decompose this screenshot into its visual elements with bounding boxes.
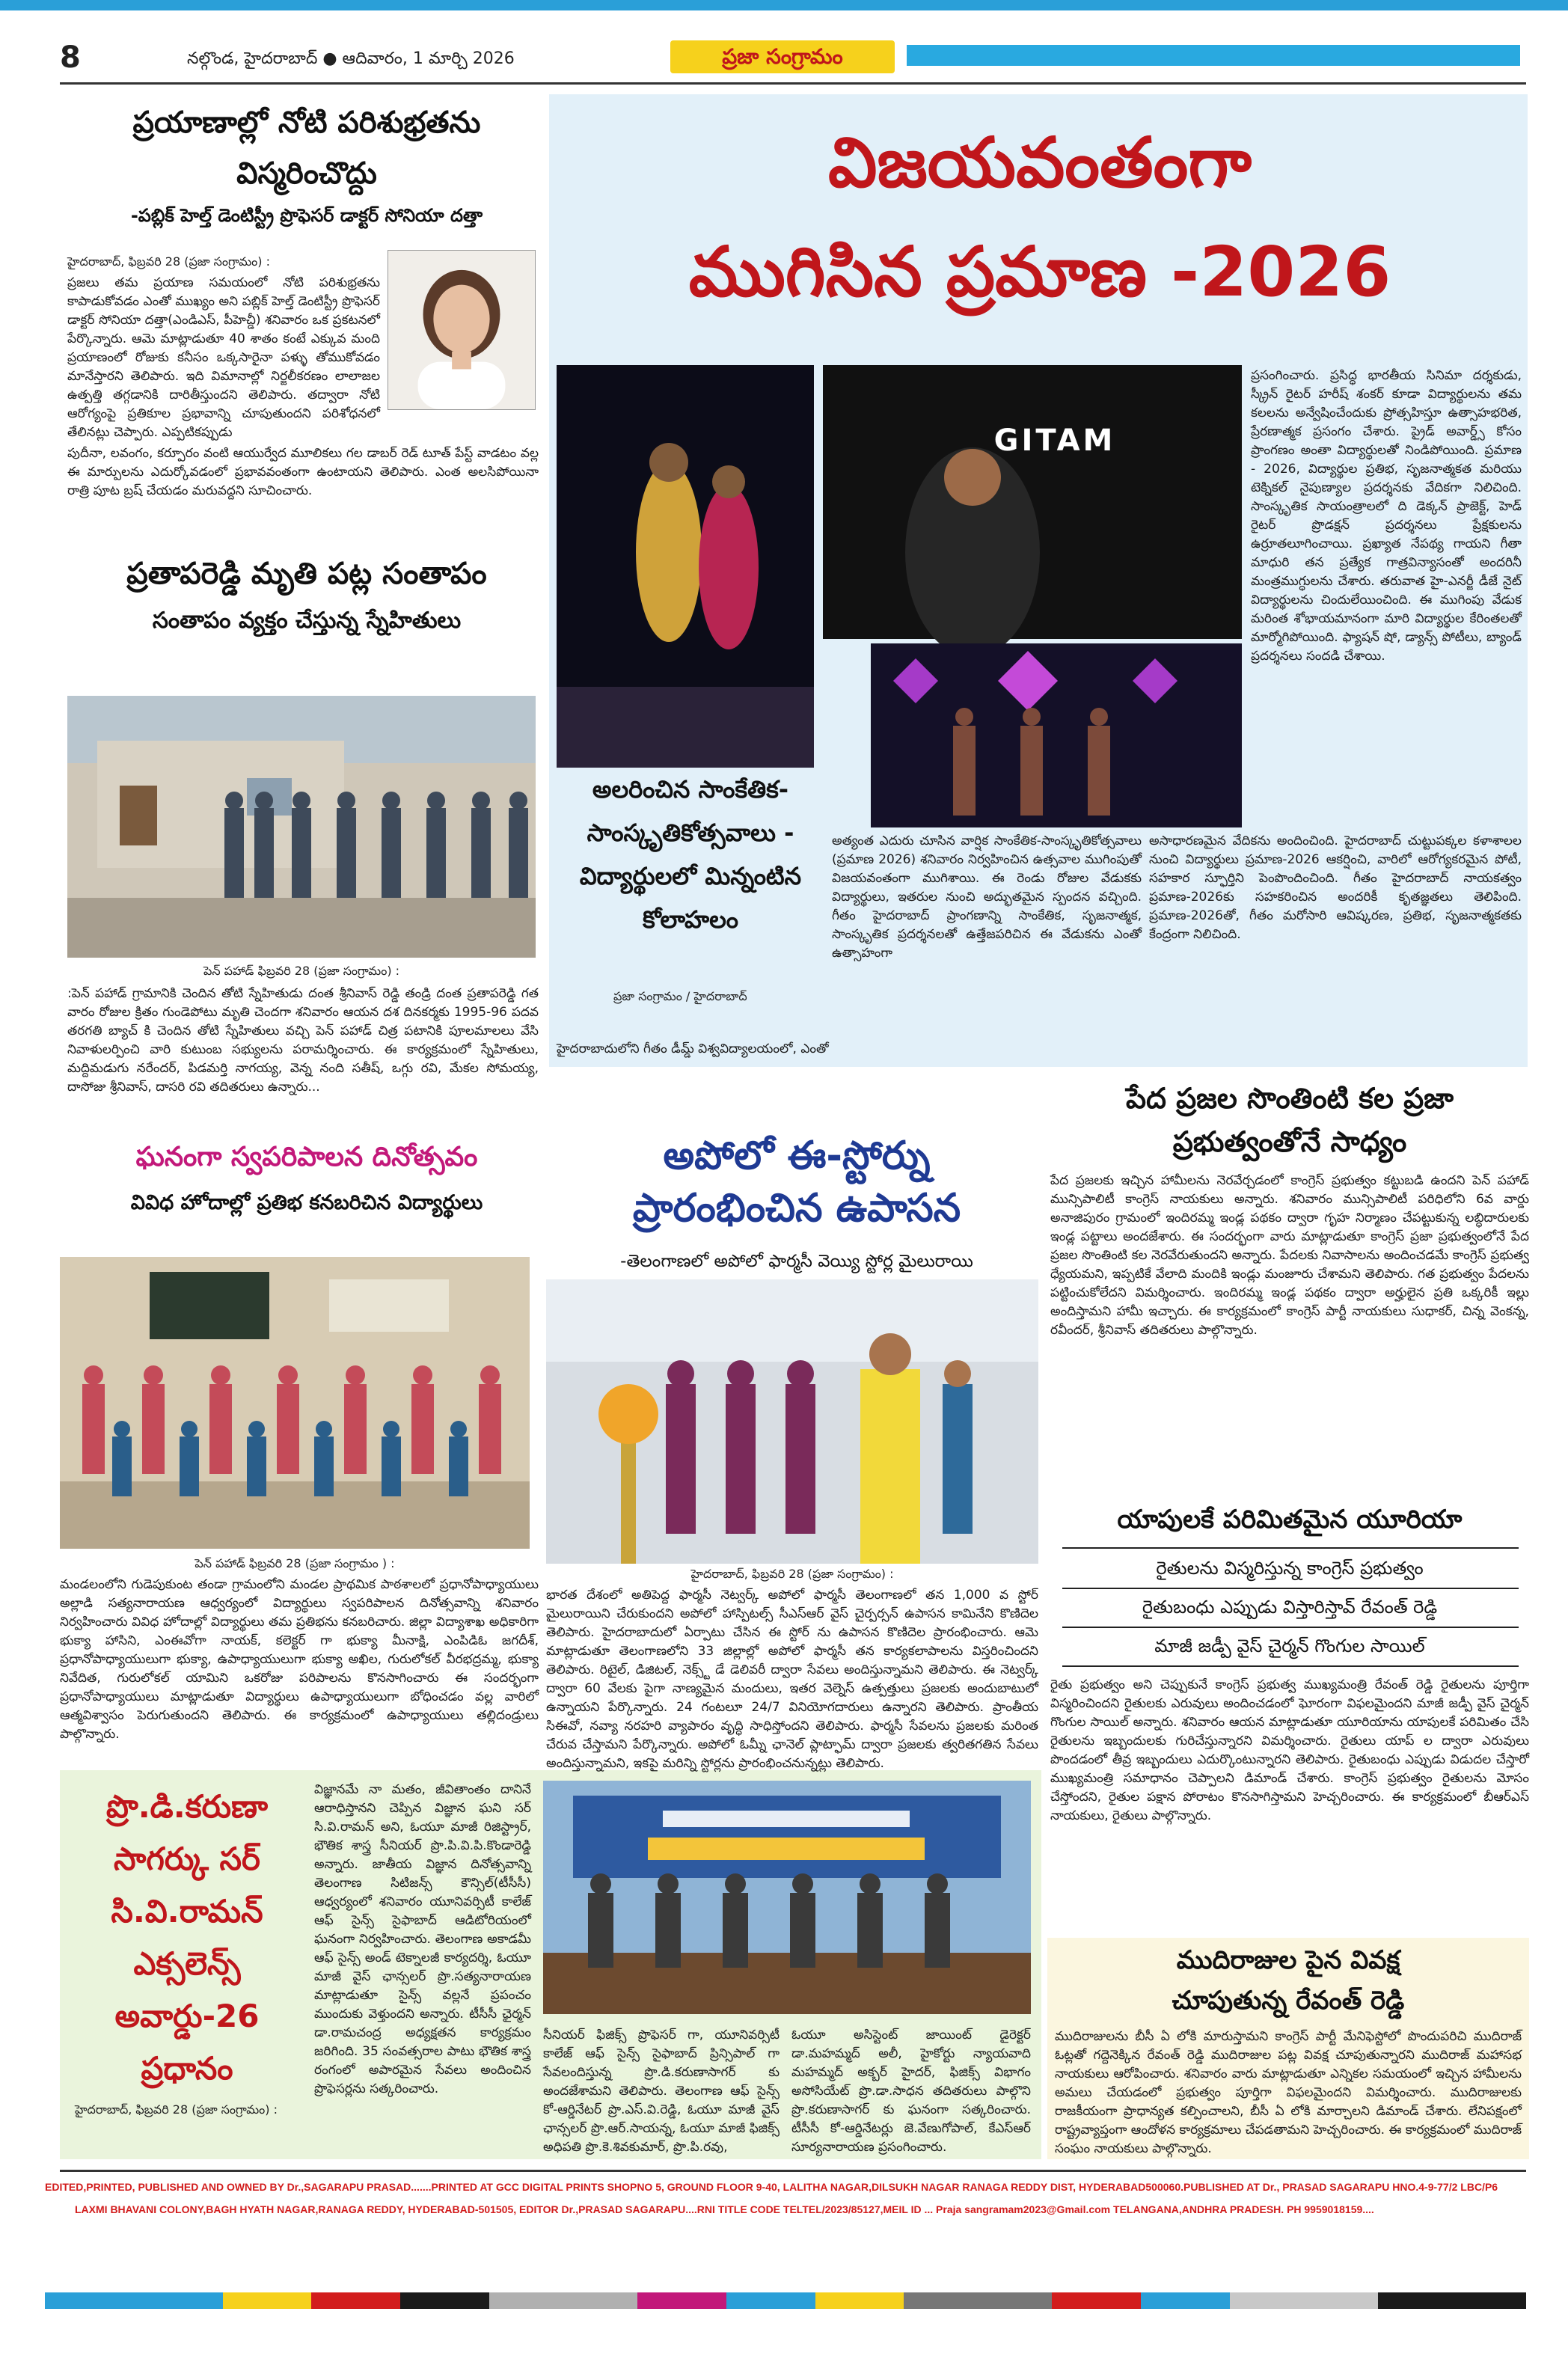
pramana-headline-line2: ముగిసిన ప్రమాణ -2026: [688, 232, 1391, 312]
pramana-body-col-a: అత్యంత ఎదురు చూసిన వార్షిక సాంకేతిక-సాంస్కృతికోత్సవాలు (ప్రమాణ 2026) శనివారం నిర్వహించిన ఉత్సవాల ముగింపుతో విజయవంతంగా ముగిశాయి. ఈ రెండు రోజుల వేడుకకు విద్యార్థులు, ఇతరుల నుంచి అద్భుతమైన స్పందన వచ్చింది. గీతం హైదరాబాద్ ప్రాంగణాన్ని సాంకేతిక, సృజనాత్మక, సాంస్కృతిక ప్రదర్శనలతో ఉత్తేజపరిచిన ఈ వేడుకను ఎంతో ఉత్సాహంగా: [832, 833, 1142, 961]
selfgov-photo-caption: పెన్ పహాడ్ ఫిబ్రవరి 28 (ప్రజా సంగ్రామం ) :: [195, 1556, 395, 1570]
selfgov-students-photo: [60, 1257, 530, 1549]
pramana-body-col-b: అసాధారణమైన వేదికను అందించింది. హైదరాబాద్ చుట్టుపక్కల కళాశాలల నుంచి విద్యార్థులు ప్రమాణ-2026 ఆకర్షించి, వారిలో ఆరోగ్యకరమైన పోటీ, సహకార స్ఫూర్తిని పెంపొందించింది. గీతం హైదరాబాద్ నాయకత్వం ప్రమాణ-2026కు సహకరించిన అందరికీ కృతజ్ఞతలు తెలిపింది. ప్రమాణ-2026తో, గీతం మరోసారి ఆవిష్కరణ, ప్రతిభ, సృజనాత్మకతకు కేంద్రంగా నిలిచింది.: [1149, 833, 1522, 942]
hygiene-dateline: హైదరాబాద్, ఫిబ్రవరి 28 (ప్రజా సంగ్రామం) :: [67, 254, 270, 269]
apollo-headline-line2: ప్రారంభించిన ఉపాసన: [632, 1186, 961, 1231]
mudiraj-headline-line1: ముదిరాజుల పైన వివక్ష: [1176, 1945, 1400, 1975]
pramana-dateline: ప్రజా సంగ్రామం / హైదరాబాద్: [613, 989, 747, 1003]
paper-name: ప్రజా సంగ్రామం: [670, 40, 895, 73]
housing-headline-line2: ప్రభుత్వంతోనే సాధ్యం: [1172, 1125, 1407, 1158]
speaker-gitam-photo: [823, 365, 1242, 639]
dentist-portrait-photo: [388, 250, 536, 410]
masthead: [0, 0, 1568, 75]
housing-body: పేద ప్రజలకు ఇచ్చిన హామీలను నెరవేర్చడంలో కాంగ్రెస్ ప్రభుత్వం కట్టుబడి ఉందని పెన్ పహాడ్ మున్సిపాలిటీ కాంగ్రెస్ నాయకులు అన్నారు. శనివారం మున్సిపాలిటీ పరిధిలోని 6వ వార్డు అనాజిపురం గ్రామంలో ఇందిరమ్మ ఇండ్ల పథకం ద్వారా గృహ నిర్మాణం చేపట్టుకున్న లబ్ధిదారులకు ఇండ్ల పట్టాలు అందజేశారు. ఈ సందర్భంగా వారు మాట్లాడుతూ కాంగ్రెస్ ప్రజా ప్రభుత్వంలోనే పేద ప్రజల సొంతింటి కల నెరవేరుతుందని అన్నారు. పేదలకు నివాసాలను అందించడమే కాంగ్రెస్ ప్రభుత్వ ధ్యేయమని, ఇప్పటికే వేలాది మందికి ఇండ్లు మంజూరు చేశామని తెలిపారు. గత ప్రభుత్వం పేదలను పట్టించుకోలేదని విమర్శించారు. ఇందిరమ్మ ఇండ్ల పథకం ద్వారా అర్హులైన ప్రతి ఒక్కరికీ ఇల్లు అందిస్తామని హామీ ఇచ్చారు. ఈ కార్యక్రమంలో కాంగ్రెస్ పార్టీ నాయకులు సుధాకర్, చిన్న వెంకన్న, రవీందర్, శ్రీనివాస్ తదితరులు పాల్గొన్నారు.: [1050, 1173, 1529, 1338]
pramana-body-intro: హైదరాబాదులోని గీతం డీమ్డ్ విశ్వవిద్యాలయంలో, ఎంతో: [557, 1041, 829, 1056]
pramana-headline-line1: విజయవంతంగా: [828, 123, 1252, 203]
condolence-photo-caption: పెన్ పహాడ్ ఫిబ్రవరి 28 (ప్రజా సంగ్రామం) :: [203, 964, 400, 978]
pramana-subhead: అలరించిన సాంకేతిక-సాంస్కృతికోత్సవాలు - విద్యార్థులలో మిన్నంటిన కోలాహలం: [579, 775, 802, 934]
group-photo-illustration: [67, 696, 536, 958]
condolence-body: :పెన్ పహాడ్ గ్రామానికి చెందిన తోటి స్నేహితుడు దంత శ్రీనివాస్ రెడ్డి తండ్రి దంత ప్రతాపరెడ్డి గత వారం రోజుల క్రితం గుండెపోటు మృతి చెందగా శనివారం ఆయన దశ దినకర్మకు 1995-96 పదవ తరగతి బ్యాచ్ కి చెందిన తోటి స్నేహితులు వచ్చి పెన్ పహాడ్ చిత్ర పటానికి పూలమాలలు వేసి నివాళులర్పించి వారి కుటుంబ సభ్యులను పరామర్శించారు. ఈ కార్యక్రమంలో స్నేహితులు, మద్దిమడుగు నరేందర్, పిడమర్తి నాగయ్య, వెన్న నంది సతీష్, ఒగ్గు రవి, మేకల సోమయ్య, దాసోజు శ్రీనివాస్, దాసరి రవి తదితరులు ఉన్నారు...: [67, 986, 539, 1095]
location-date: నల్గొండ, హైదరాబాద్ ● ఆదివారం, 1 మార్చి 2026: [187, 49, 515, 68]
apollo-photo-illustration: [546, 1279, 1038, 1564]
hygiene-body-full: పుదీనా, లవంగం, కర్పూరం వంటి ఆయుర్వేద మూలికలు గల డాబర్ రెడ్ టూత్ పేస్ట్ వాడటం వల్ల ఈ మార్పులను ఎదుర్కోవడంలో ప్రభావవంతంగా ఉంటాయని తెలిపారు. ఎంత అలసిపోయినా రాత్రి పూట బ్రష్ చేయడం మరువద్దని సూచించారు.: [67, 446, 539, 498]
masthead-rule: [60, 82, 1526, 85]
urea-sub3: మాజీ జడ్పీ వైస్ చైర్మన్ గొంగుల సాయిల్: [1154, 1636, 1425, 1656]
condolence-subhead: సంతాపం వ్యక్తం చేస్తున్న స్నేహితులు: [152, 608, 462, 634]
award-headline: ప్రొ.డి.కరుణా సాగర్కు సర్ సి.వి.రామన్ ఎక్సలెన్స్ అవార్డు-26 ప్రధానం: [105, 1788, 269, 2087]
award-ceremony-photo: [543, 1781, 1031, 2014]
award-body-col1: విజ్ఞానమే నా మతం, జీవితాంతం దానినే ఆరాధిస్తానని చెప్పిన విజ్ఞాన ఘని సర్ సి.వి.రామన్ అని, ఓయూ మాజీ రిజిస్ట్రార్, భౌతిక శాస్త్ర సీనియర్ ప్రొ.పి.వి.పి.కొండారెడ్డి అన్నారు. జాతీయ విజ్ఞాన దినోత్సవాన్ని తెలంగాణ సిటిజన్స్ కౌన్సిల్(టీసీసీ) ఆధ్వర్యంలో శనివారం యూనివర్సిటీ కాలేజ్ ఆఫ్ సైన్స్ సైఫాబాద్ ఆడిటోరియంలో ఘనంగా నిర్వహించారు. తెలంగాణ అకాడమీ ఆఫ్ సైన్స్ అండ్ టెక్నాలజీ కార్యదర్శి, ఓయూ మాజీ వైస్ ఛాన్సలర్ ప్రొ.సత్యనారాయణ మాట్లాడుతూ సైన్స్ వల్లనే ప్రపంచం ముందుకు వెళ్తుందని అన్నారు. టీసీసీ ఛైర్మన్ డా.రామచంద్ర అధ్యక్షతన కార్యక్రమం జరిగింది. 35 సంవత్సరాల పాటు భౌతిక శాస్త్ర రంగంలో అపారమైన సేవలు అందించిన ప్రొఫెసర్లను సత్కరించారు.: [314, 1782, 531, 2096]
award-caption-col2: ఓయూ అసిస్టెంట్ జాయింట్ డైరెక్టర్ డా.మహమ్మద్ అలీ, హైకోర్టు న్యాయవాది మహమ్మద్ అక్బర్ హైదర్, ఫిజిక్స్ విభాగం అసోసియేట్ ప్రొ.డా.సాధన తదితరులు పాల్గొని ప్రొ.కరుణాసాగర్ కు ఘనంగా సత్కరించారు. టీసీసీ కో-ఆర్డినేటర్లు జె.వేణుగోపాల్, కేఎస్ఆర్ సూర్యనారాయణ ప్రసంగించారు.: [791, 2028, 1031, 2155]
fashion-show-photo: [871, 643, 1242, 827]
top-color-stripe: [0, 0, 1568, 10]
urea-rule-3: [1062, 1627, 1519, 1628]
fashion-photo-illustration: [871, 643, 1242, 827]
mudiraj-headline-line2: చూపుతున్న రేవంత్ రెడ్డి: [1172, 1986, 1405, 2016]
urea-body: రైతు ప్రభుత్వం అని చెప్పుకునే కాంగ్రెస్ ప్రభుత్వ ముఖ్యమంత్రి రేవంత్ రెడ్డి రైతులను పూర్తిగా విస్మరించిందని రైతులకు ఎరువులు అందించడంలో ఘోరంగా విఫలమైందని మాజీ జడ్పీ వైస్ చైర్మన్ గొంగుల సాయిల్ అన్నారు. శనివారం ఆయన మాట్లాడుతూ యూరియాను యాపులకే పరిమితం చేసి రైతులను ఇబ్బందులకు గురిచేస్తున్నారని విమర్శించారు. రైతులు యాప్ ల ద్వారా ఎరువులు పొందడంలో తీవ్ర ఇబ్బందులు ఎదుర్కొంటున్నారని తెలిపారు. రైతుబంధు ఎప్పుడు విడుదల చేస్తారో ముఖ్యమంత్రి సమాధానం చెప్పాలని డిమాండ్ చేశారు. కాంగ్రెస్ ప్రభుత్వం రైతులను మోసం చేస్తోందని, రైతుల పక్షాన పోరాటం కొనసాగిస్తామని హెచ్చరించారు. ఈ కార్యక్రమంలో బీఆర్ఎస్ నాయకులు, రైతులు పాల్గొన్నారు.: [1050, 1677, 1529, 1823]
award-caption-col1: సీనియర్ ఫిజిక్స్ ప్రొఫెసర్ గా, యూనివర్సిటీ కాలేజ్ ఆఫ్ సైన్స్ సైఫాబాద్ ప్రిన్సిపాల్ గా సేవలందిస్తున్న ప్రొ.డి.కరుణాసాగర్ కు అందజేశామని తెలిపారు. తెలంగాణ ఆఫ్ సైన్స్ కో-ఆర్డినేటర్ ప్రొ.ఎస్.వి.రెడ్డి, ఓయూ మాజీ వైస్ ఛాన్సలర్ ప్రొ.ఆర్.సాయన్న, ఓయూ మాజీ ఫిజిక్స్ అధిపతి ప్రొ.కె.శివకుమార్, ప్రొ.పి.రవు,: [543, 2028, 780, 2155]
apollo-subhead: -తెలంగాణలో అపోలో ఫార్మసీ వెయ్యి స్టోర్ల మైలురాయి: [620, 1252, 973, 1271]
portrait-illustration: [388, 251, 535, 409]
page-number: 8: [60, 40, 81, 75]
hygiene-subhead: -పబ్లిక్ హెల్త్ డెంటిస్ట్రీ ప్రొఫెసర్ డాక్టర్ సోనియా దత్తా: [130, 205, 483, 226]
condolence-group-photo: [67, 696, 536, 958]
footer-imprint-line1: EDITED,PRINTED, PUBLISHED AND OWNED BY Dr.,SAGARAPU PRASAD.......PRINTED AT GCC DIGITAL PRINTS SHOPNO 5, GROUND FLOOR 9-40, LALITHA NAGAR,DILSUKH NAGAR RANAGA REDDY DIST, HYDERABAD500060.PUBLISHED AT Dr., PRASAD SAGARAPU HNO.4-9-77/2 LBC/P6: [45, 2181, 1498, 2193]
apollo-lamp-lighting-photo: [546, 1279, 1038, 1564]
masthead-bar: [907, 45, 1520, 66]
hygiene-body-left: ప్రజలు తమ ప్రయాణ సమయంలో నోటి పరిశుభ్రతను కాపాడుకోవడం ఎంతో ముఖ్యం అని పబ్లిక్ హెల్త్ డెంటిస్ట్రీ ప్రొఫెసర్ డాక్టర్ సోనియా దత్తా(ఎండిఎస్, పీహెచ్డీ) శనివారం ఒక ప్రకటనలో పేర్కొన్నారు. ఆమె మాట్లాడుతూ 40 శాతం కంటే ఎక్కువ మంది ప్రయాణంలో రోజుకు కనీసం ఒక్కసారైనా పళ్ళు తోముకోవడం మానేస్తారని తెలిపారు. ఇది విమానాల్లో నిర్జలీకరణం లాలాజల ఉత్పత్తి తగ్గడానికి దారితీస్తుందని తెలిపారు. తద్వారా నోటి ఆరోగ్యంపై ప్రతికూల ప్రభావాన్ని చూపుతుందని పరిశోధనలో తేలినట్లు చెప్పారు. ఎప్పటికప్పుడు: [67, 275, 380, 440]
students-photo-illustration: [60, 1257, 530, 1549]
dance-stage-photo: [557, 365, 814, 768]
apollo-dateline: హైదరాబాద్, ఫిబ్రవరి 28 (ప్రజా సంగ్రామం) :: [690, 1567, 894, 1581]
condolence-headline: ప్రతాపరెడ్డి మృతి పట్ల సంతాపం: [126, 557, 487, 591]
hygiene-headline: ప్రయాణాల్లో నోటి పరిశుభ్రతను విస్మరించొద్దు: [132, 105, 481, 191]
apollo-body: భారత దేశంలో అతిపెద్ద ఫార్మసీ నెట్వర్క్ అపోలో ఫార్మసీ తెలంగాణలో తన 1,000 వ స్టోర్ మైలురాయిని చేరుకుందని అపోలో హాస్పిటల్స్ సీఎస్ఆర్ వైస్ చైర్పర్సన్ ఉపాసన కామినేని కొణిదెల తెలిపారు. హైదరాబాదులో ఏర్పాటు చేసిన ఈ స్టోర్ ను ఉపాసన కొణిదెల ప్రారంభించారు. ఆమె మాట్లాడుతూ తెలంగాణలోని 33 జిల్లాల్లో అపోలో ఫార్మసీ తన కార్యకలాపాలను విస్తరించిందని తెలిపారు. రిటైల్, డిజిటల్, నెక్స్ట్ డే డెలివరీ ద్వారా సేవలు అందిస్తున్నామని తెలిపారు. ఈ నెట్వర్క్ ద్వారా 60 వేలకు పైగా నాణ్యమైన మందులు, ఇతర వెల్నెస్ ఉత్పత్తులు ప్రజలకు అందుబాటులో ఉన్నాయని పేర్కొన్నారు. 24 గంటలూ 24/7 వినియోగదారులు ఉన్నారని తెలిపారు. ప్రాంతీయ సిఈవో, నవ్యా నరహరి వ్యాపారం వృద్ధి సాధిస్తోందని తెలిపారు. ఫార్మసీ సేవలను ప్రజలకు మరింత చేరువ చేస్తామని పేర్కొన్నారు. అపోలో ఓమ్నీ ఛానెల్ ప్లాట్ఫామ్ ద్వారా ప్రజలకు త్వరితగతిన సేవలు అందిస్తున్నామని, ఇకపై మరిన్ని స్టోర్లను ప్రారంభించనున్నట్లు తెలిపారు.: [546, 1588, 1038, 1771]
award-dateline: హైదరాబాద్, ఫిబ్రవరి 28 (ప్రజా సంగ్రామం) :: [75, 2102, 278, 2117]
bottom-color-bars: [45, 2292, 1526, 2309]
selfgov-headline: ఘనంగా స్వపరిపాలన దినోత్సవం: [135, 1142, 478, 1172]
urea-sub2: రైతుబంధు ఎప్పుడు విస్తారిస్తావ్ రేవంత్ రెడ్డి: [1142, 1597, 1438, 1618]
urea-rule-1: [1062, 1547, 1519, 1549]
selfgov-body: మండలంలోని గుడెపుకుంట తండా గ్రామంలోని మండల ప్రాథమిక పాఠశాలలో ప్రధానోపాధ్యాయులు అల్లాడి సత్యనారాయణ ఆధ్వర్యంలో విద్యార్థులు స్వపరిపాలన దినోత్సవాన్ని శనివారం నిర్వహించారు వివిధ హోదాల్లో విద్యార్థులు తమ ప్రతిభను కనబరిచారు. జిల్లా విద్యాశాఖ అధికారిగా భుక్యా హాసిని, ఎంఈవోగా నాయక్, కలెక్టర్ గా భుక్యా మీనాక్షి, ఎంపిడిఓ జగదీశ్, ప్రధానోపాధ్యాయులుగా భుక్యా, ఉపాధ్యాయులుగా భుక్యా అఖిల, గురులోకల్ వీరభద్రమ్మ, భుక్యా నివేదిత, గురులోకల్ యామిని ఒకరోజు పరిపాలను కొనసాగించారు ఈ సందర్భంగా ప్రధానోపాధ్యాయులు మాట్లాడుతూ విద్యార్థులు ఉపాధ్యాయులుగా బోధించడం వల్ల వారిలో ఆత్మవిశ్వాసం పెరుగుతుందని తెలిపారు. ఈ కార్యక్రమంలో ఉపాధ్యాయులు తల్లిదండ్రులు పాల్గొన్నారు.: [60, 1577, 539, 1742]
footer-rule: [60, 2170, 1526, 2172]
gitam-banner: GITAM: [993, 423, 1116, 458]
urea-headline: యాపులకే పరిమితమైన యూరియా: [1117, 1505, 1463, 1535]
selfgov-subhead: వివిధ హోదాల్లో ప్రతిభ కనబరిచిన విద్యార్థులు: [130, 1191, 483, 1214]
stage-photo-illustration: [557, 365, 814, 768]
apollo-headline-line1: అపోలో ఈ-స్టోర్ను: [663, 1133, 931, 1178]
housing-headline-line1: పేద ప్రజల సొంతింటి కల ప్రజా: [1126, 1082, 1454, 1115]
speaker-photo-illustration: [823, 365, 1242, 639]
ceremony-photo-illustration: [543, 1781, 1031, 2014]
mudiraj-body: ముదిరాజులను బీసీ ఏ లోకి మారుస్తామని కాంగ్రెస్ పార్టీ మేనిఫెస్టోలో పొందుపరిచి ముదిరాజ్ ఓట్లతో గద్దెనెక్కిన రేవంత్ రెడ్డి ముదిరాజుల పట్ల వివక్ష చూపుతున్నారని ముదిరాజ్ మహాసభ నాయకులు ఆరోపించారు. శనివారం వారు మాట్లాడుతూ ఎన్నికల సమయంలో ఇచ్చిన హామీలను అమలు చేయడంలో ప్రభుత్వం పూర్తిగా విఫలమైందని విమర్శించారు. ముదిరాజులకు రాజకీయంగా ప్రాధాన్యత కల్పించాలని, బీసీ ఏ లోకి మార్చాలని డిమాండ్ చేశారు. లేనిపక్షంలో రాష్ట్రవ్యాప్తంగా ఆందోళన కార్యక్రమాలు చేపడతామని హెచ్చరించారు. ఈ కార్యక్రమంలో ముదిరాజ్ సంఘం నాయకులు పాల్గొన్నారు.: [1055, 2029, 1522, 2156]
urea-rule-4: [1062, 1665, 1519, 1667]
footer-imprint-line2: LAXMI BHAVANI COLONY,BAGH HYATH NAGAR,RANAGA REDDY, HYDERABAD-501505, EDITOR Dr.,PRASAD SAGARAPU....RNI TITLE CODE TELTEL/2023/85127,MEIL ID ... Praja sangramam2023@Gmail.com TELANGANA,ANDHRA PRADESH. PH 9959018159....: [75, 2203, 1374, 2215]
urea-sub1: రైతులను విస్మరిస్తున్న కాంగ్రెస్ ప్రభుత్వం: [1156, 1558, 1424, 1579]
pramana-body-right: ప్రసంగించారు. ప్రసిద్ధ భారతీయ సినిమా దర్శకుడు, స్క్రీన్ రైటర్ హరీష్ శంకర్ కూడా విద్యార్థులను తమ కలలను అన్వేషించేందుకు ప్రోత్సహిస్తూ ఉత్సాహభరిత, ప్రేరణాత్మక ప్రసంగం చేశారు. ప్రైడ్ అవార్డ్స్ కోసం ప్రాంగణం అంతా విద్యార్థులతో నిండిపోయింది. ప్రమాణ - 2026, విద్యార్థుల ప్రతిభ, సృజనాత్మకత మరియు టెక్నికల్ నైపుణ్యాల ప్రదర్శనకు వేదికగా నిలిచింది. సాంస్కృతిక సాయంత్రాలలో ది డెక్కన్ ప్రాజెక్ట్, హెడ్ రైటర్ ప్రొడక్షన్ ప్రదర్శనలు ప్రేక్షకులను ఉర్రూతలూగించాయి. ప్రఖ్యాత నేపథ్య గాయని గీతా మాధురి తన ప్రత్యేక గాత్రవిన్యాసంతో అందరినీ మంత్రముగ్ధులను చేశారు. తరువాత హై-ఎనర్జీ డీజే నైట్ విద్యార్థులను చిందులేయించింది. ఈ ముగింపు వేడుక మరింత శోభాయమానంగా మారి విద్యార్థుల కేరింతలతో మార్మోగిపోయింది. ఫ్యాషన్ షో, డ్యాన్స్ పోటీలు, బ్యాండ్ ప్రదర్శనలు సందడి చేశాయి.: [1251, 368, 1522, 664]
urea-rule-2: [1062, 1588, 1519, 1589]
